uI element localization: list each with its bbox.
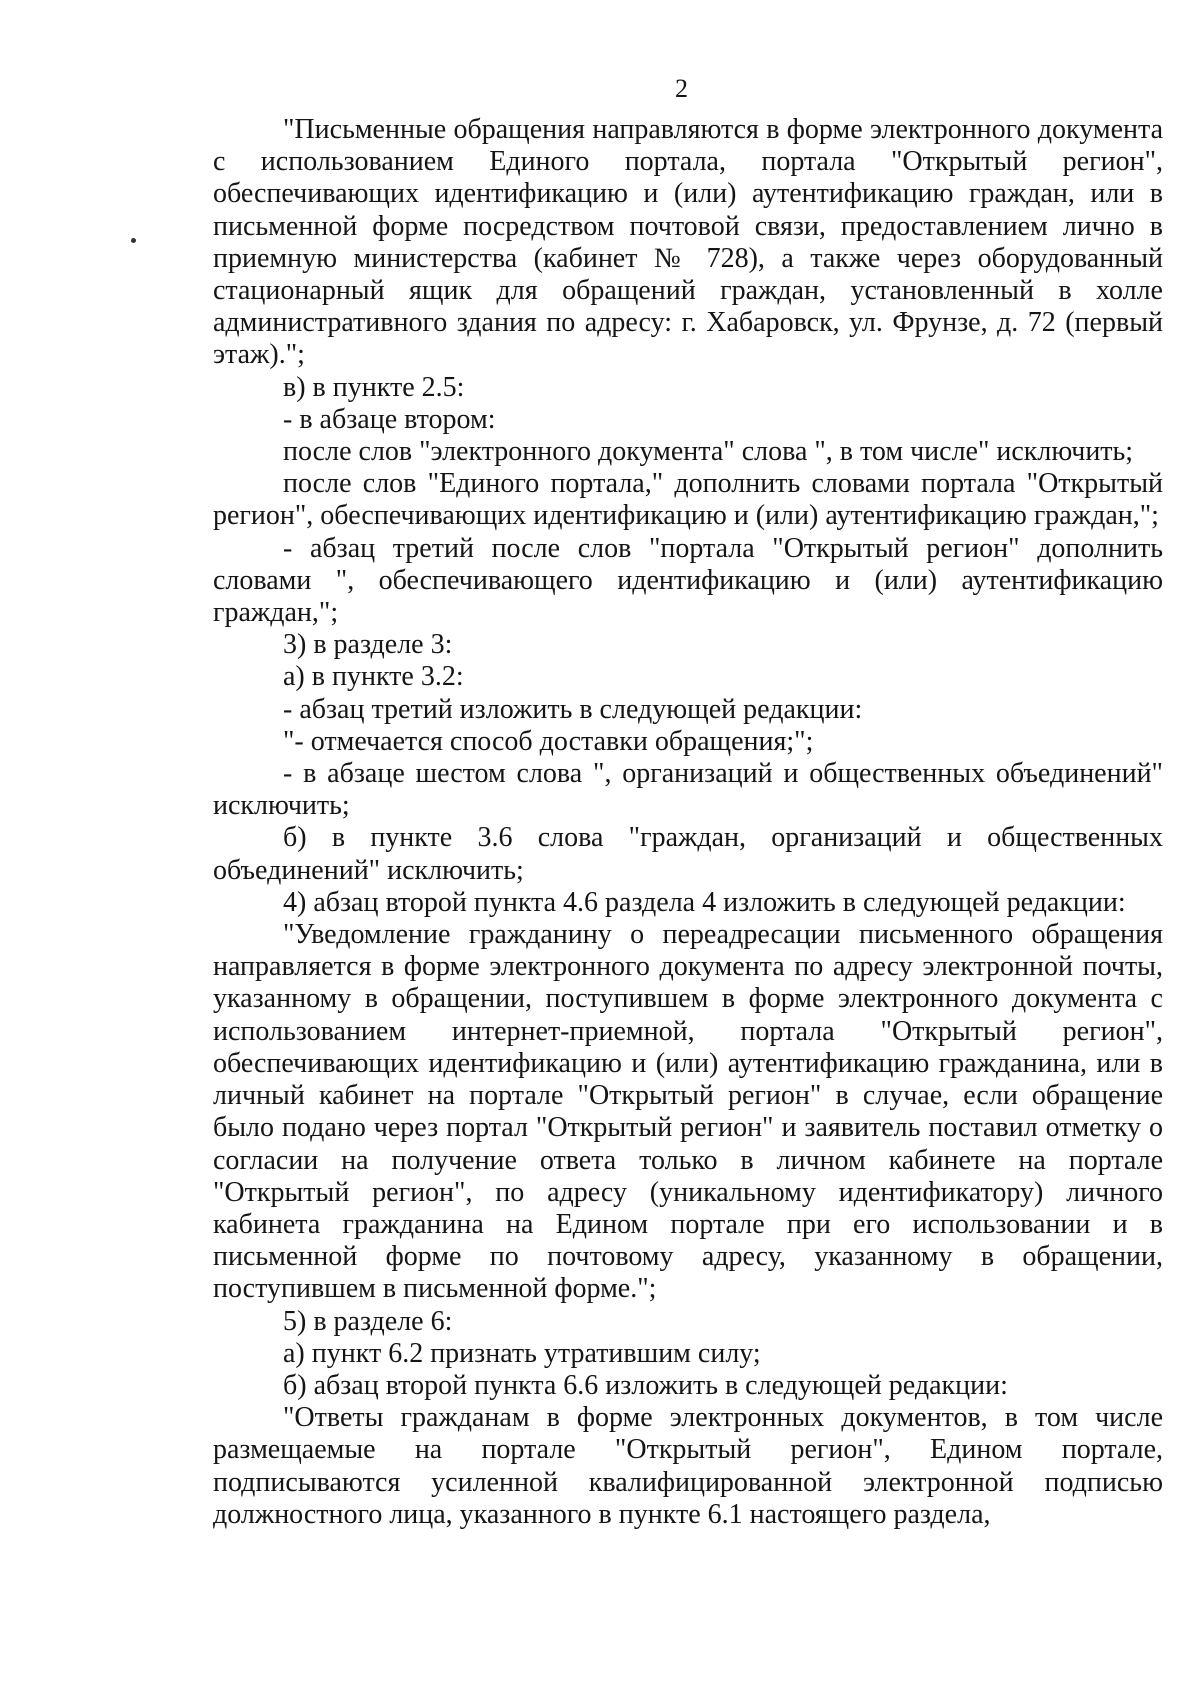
paragraph-written-appeals: "Письменные обращения направляются в форме электронного документа с использованием Единого портала, портала "Открытый регион", обеспечивающих идентификацию и (или) аутентификацию граждан, или в письменной форме посредством почтовой связи, предоставлением лично в приемную министерства (кабинет № 728), а также через оборудованный стационарный ящик для обращений граждан, установленный в холле административного здания по адресу: г. Хабаровск, ул. Фрунзе, д. 72 (первый этаж)."; [213, 114, 1163, 371]
paragraph-item-4-6: 4) абзац второй пункта 4.6 раздела 4 изложить в следующей редакции: [283, 886, 1126, 918]
document-body [213, 114, 1163, 1531]
paragraph-notification: "Уведомление гражданину о переадресации письменного обращения направляется в форме электронного документа по адресу электронной почты, указанному в обращении, поступившем в форме электронного документа с использованием интернет-приемной, портала "Открытый регион", обеспечивающих идентификацию и (или) аутентификацию гражданина, или в личный кабинет на портале "Открытый регион" в случае, если обращение было подано через портал "Открытый регион" и заявитель поставил отметку о согласии на получение ответа только в личном кабинете на портале "Открытый регион", по адресу (уникальному идентификатору) личного кабинета гражданина на Едином портале при его использовании и в письменной форме по почтовому адресу, указанному в обращении, поступившем в письменной форме."; [213, 919, 1163, 1305]
paragraph-add-words: после слов "Единого портала," дополнить словами портала "Открытый регион", обеспечивающих идентификацию и (или) аутентификацию граждан,"; [213, 468, 1163, 532]
paragraph-exclude-words: после слов "электронного документа" слова ", в том числе" исключить; [283, 436, 1134, 468]
paragraph-sixth-subparagraph: - в абзаце шестом слова ", организаций и общественных объединений" исключить; [213, 758, 1163, 822]
paragraph-third-subparagraph: - абзац третий после слов "портала "Открытый регион" дополнить словами ", обеспечивающего идентификацию и (или) аутентификацию граждан,"; [213, 532, 1163, 629]
paragraph-delivery-method: "- отмечается способ доставки обращения;"; [283, 725, 814, 757]
paragraph-second-subparagraph: - в абзаце втором: [283, 403, 496, 435]
page-number: 2 [675, 74, 688, 103]
paragraph-item-2-5: в) в пункте 2.5: [283, 371, 465, 403]
paragraph-answers: "Ответы гражданам в форме электронных документов, в том числе размещаемые на портале "Открытый регион", Едином портале, подписываются усиленной квалифицированной электронной подписью должностного лица, указанного в пункте 6.1 настоящего раздела, [213, 1402, 1163, 1530]
paragraph-item-6-2: а) пункт 6.2 признать утратившим силу; [283, 1337, 761, 1369]
paragraph-section-3: 3) в разделе 3: [283, 629, 453, 661]
paragraph-item-3-6: б) в пункте 3.6 слова "граждан, организаций и общественных объединений" исключить; [213, 822, 1163, 886]
paragraph-third-new-wording: - абзац третий изложить в следующей редакции: [283, 693, 863, 725]
paragraph-item-6-6: б) абзац второй пункта 6.6 изложить в следующей редакции: [283, 1369, 1008, 1401]
paragraph-section-6: 5) в разделе 6: [283, 1305, 453, 1337]
paragraph-item-3-2: а) в пункте 3.2: [283, 661, 464, 693]
margin-mark [131, 238, 136, 243]
